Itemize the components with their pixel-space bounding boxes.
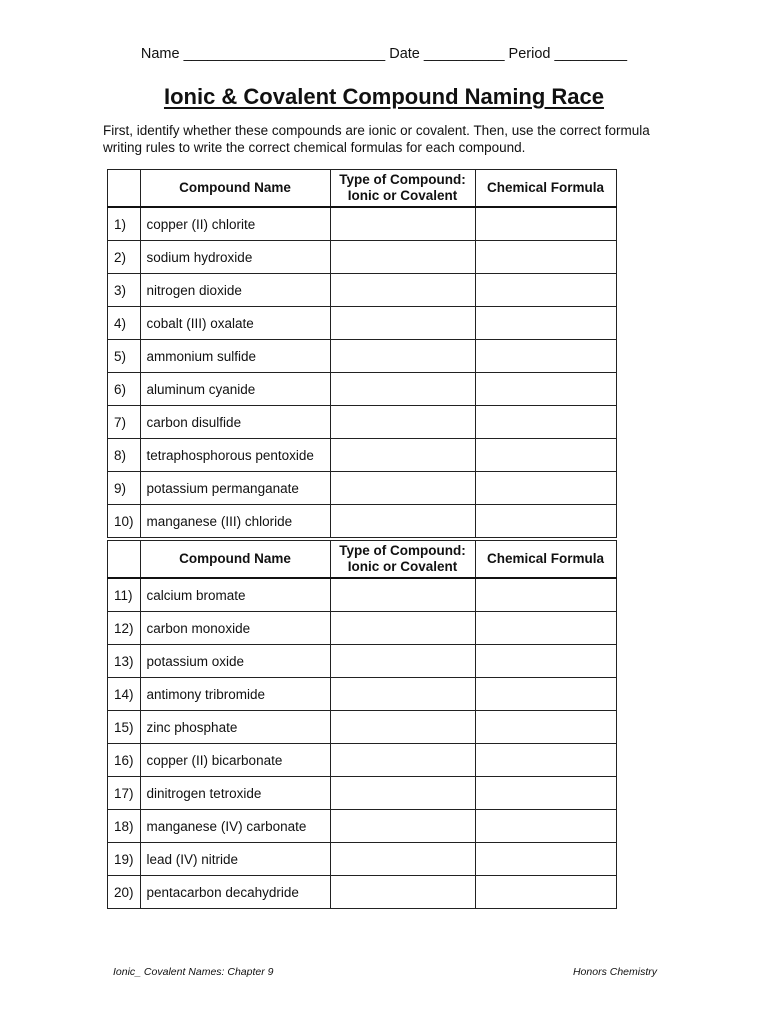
table-2-body — [108, 578, 617, 909]
compound-type-answer-cell[interactable] — [330, 241, 475, 274]
header-chemical-formula: Chemical Formula — [475, 170, 616, 208]
row-number: 10) — [108, 505, 141, 538]
row-number: 7) — [108, 406, 141, 439]
table-row — [108, 744, 617, 777]
row-number: 5) — [108, 340, 141, 373]
table-header-row — [108, 541, 617, 579]
compound-name-cell: cobalt (III) oxalate — [140, 307, 330, 340]
table-row — [108, 843, 617, 876]
header-chemical-formula: Chemical Formula — [475, 541, 616, 579]
chemical-formula-answer-cell[interactable] — [475, 876, 616, 909]
chemical-formula-answer-cell[interactable] — [475, 207, 616, 241]
chemical-formula-answer-cell[interactable] — [475, 472, 616, 505]
chemical-formula-answer-cell[interactable] — [475, 645, 616, 678]
name-date-period-line: Name _________________________ Date __________ Period _________ — [140, 46, 628, 62]
compound-name-cell: antimony tribromide — [140, 678, 330, 711]
compound-type-answer-cell[interactable] — [330, 612, 475, 645]
table-row — [108, 505, 617, 538]
header-type-line1: Type of Compound: — [339, 172, 466, 187]
compound-name-cell: pentacarbon decahydride — [140, 876, 330, 909]
compound-name-cell: sodium hydroxide — [140, 241, 330, 274]
row-number: 9) — [108, 472, 141, 505]
header-type-line1: Type of Compound: — [339, 543, 466, 558]
header-compound-name: Compound Name — [140, 541, 330, 579]
header-compound-name: Compound Name — [140, 170, 330, 208]
table-1-body — [108, 207, 617, 538]
compound-name-cell: manganese (III) chloride — [140, 505, 330, 538]
compound-name-cell: carbon monoxide — [140, 612, 330, 645]
compound-type-answer-cell[interactable] — [330, 678, 475, 711]
compound-name-cell: copper (II) bicarbonate — [140, 744, 330, 777]
compound-type-answer-cell[interactable] — [330, 876, 475, 909]
header-number-cell — [108, 170, 141, 208]
chemical-formula-answer-cell[interactable] — [475, 810, 616, 843]
header-compound-type — [330, 541, 475, 579]
compound-name-cell: copper (II) chlorite — [140, 207, 330, 241]
chemical-formula-answer-cell[interactable] — [475, 711, 616, 744]
row-number: 17) — [108, 777, 141, 810]
compound-type-answer-cell[interactable] — [330, 207, 475, 241]
chemical-formula-answer-cell[interactable] — [475, 777, 616, 810]
instructions-text: First, identify whether these compounds are ionic or covalent. Then, use the correct formula writing rules to write the correct chemical formulas for each compound. — [103, 123, 650, 155]
compound-type-answer-cell[interactable] — [330, 373, 475, 406]
table-row — [108, 472, 617, 505]
compound-name-cell: zinc phosphate — [140, 711, 330, 744]
compound-name-cell: lead (IV) nitride — [140, 843, 330, 876]
header-compound-type — [330, 170, 475, 208]
compound-name-cell: manganese (IV) carbonate — [140, 810, 330, 843]
table-row — [108, 207, 617, 241]
row-number: 8) — [108, 439, 141, 472]
compound-type-answer-cell[interactable] — [330, 340, 475, 373]
chemical-formula-answer-cell[interactable] — [475, 274, 616, 307]
row-number: 2) — [108, 241, 141, 274]
table-row — [108, 307, 617, 340]
chemical-formula-answer-cell[interactable] — [475, 578, 616, 612]
compound-type-answer-cell[interactable] — [330, 439, 475, 472]
compound-type-answer-cell[interactable] — [330, 307, 475, 340]
row-number: 3) — [108, 274, 141, 307]
table-row — [108, 777, 617, 810]
compound-type-answer-cell[interactable] — [330, 274, 475, 307]
compound-type-answer-cell[interactable] — [330, 472, 475, 505]
compound-name-cell: carbon disulfide — [140, 406, 330, 439]
table-header-row — [108, 170, 617, 208]
compound-name-cell: ammonium sulfide — [140, 340, 330, 373]
compound-type-answer-cell[interactable] — [330, 505, 475, 538]
worksheet-title: Ionic & Covalent Compound Naming Race — [163, 84, 605, 109]
table-row — [108, 578, 617, 612]
table-row — [108, 645, 617, 678]
table-row — [108, 373, 617, 406]
compound-type-answer-cell[interactable] — [330, 645, 475, 678]
compound-type-answer-cell[interactable] — [330, 810, 475, 843]
chemical-formula-answer-cell[interactable] — [475, 406, 616, 439]
compound-name-cell: dinitrogen tetroxide — [140, 777, 330, 810]
compound-type-answer-cell[interactable] — [330, 843, 475, 876]
compound-table-1 — [107, 169, 617, 538]
table-row — [108, 241, 617, 274]
table-row — [108, 612, 617, 645]
compound-name-cell: potassium permanganate — [140, 472, 330, 505]
compound-name-cell: aluminum cyanide — [140, 373, 330, 406]
table-row — [108, 406, 617, 439]
chemical-formula-answer-cell[interactable] — [475, 307, 616, 340]
row-number: 14) — [108, 678, 141, 711]
table-row — [108, 274, 617, 307]
header-number-cell — [108, 541, 141, 579]
compound-name-cell: potassium oxide — [140, 645, 330, 678]
chemical-formula-answer-cell[interactable] — [475, 744, 616, 777]
row-number: 19) — [108, 843, 141, 876]
footer-chapter: Ionic_ Covalent Names: Chapter 9 — [113, 966, 274, 978]
row-number: 15) — [108, 711, 141, 744]
row-number: 1) — [108, 207, 141, 241]
row-number: 16) — [108, 744, 141, 777]
compound-type-answer-cell[interactable] — [330, 711, 475, 744]
chemical-formula-answer-cell[interactable] — [475, 678, 616, 711]
table-row — [108, 810, 617, 843]
compound-name-cell: calcium bromate — [140, 578, 330, 612]
compound-type-answer-cell[interactable] — [330, 406, 475, 439]
table-row — [108, 678, 617, 711]
compound-name-cell: nitrogen dioxide — [140, 274, 330, 307]
header-type-line2: Ionic or Covalent — [347, 188, 458, 203]
compound-type-answer-cell[interactable] — [330, 777, 475, 810]
table-row — [108, 439, 617, 472]
footer-course: Honors Chemistry — [572, 966, 657, 978]
compound-type-answer-cell[interactable] — [330, 744, 475, 777]
header-type-line2: Ionic or Covalent — [347, 559, 458, 574]
compound-name-cell: tetraphosphorous pentoxide — [140, 439, 330, 472]
table-row — [108, 876, 617, 909]
table-row — [108, 340, 617, 373]
compound-table-2 — [107, 540, 617, 909]
table-row — [108, 711, 617, 744]
chemical-formula-answer-cell[interactable] — [475, 843, 616, 876]
row-number: 4) — [108, 307, 141, 340]
chemical-formula-answer-cell[interactable] — [475, 373, 616, 406]
chemical-formula-answer-cell[interactable] — [475, 340, 616, 373]
row-number: 20) — [108, 876, 141, 909]
chemical-formula-answer-cell[interactable] — [475, 505, 616, 538]
row-number: 11) — [108, 578, 141, 612]
row-number: 6) — [108, 373, 141, 406]
row-number: 12) — [108, 612, 141, 645]
row-number: 13) — [108, 645, 141, 678]
compound-type-answer-cell[interactable] — [330, 578, 475, 612]
row-number: 18) — [108, 810, 141, 843]
chemical-formula-answer-cell[interactable] — [475, 439, 616, 472]
chemical-formula-answer-cell[interactable] — [475, 241, 616, 274]
chemical-formula-answer-cell[interactable] — [475, 612, 616, 645]
